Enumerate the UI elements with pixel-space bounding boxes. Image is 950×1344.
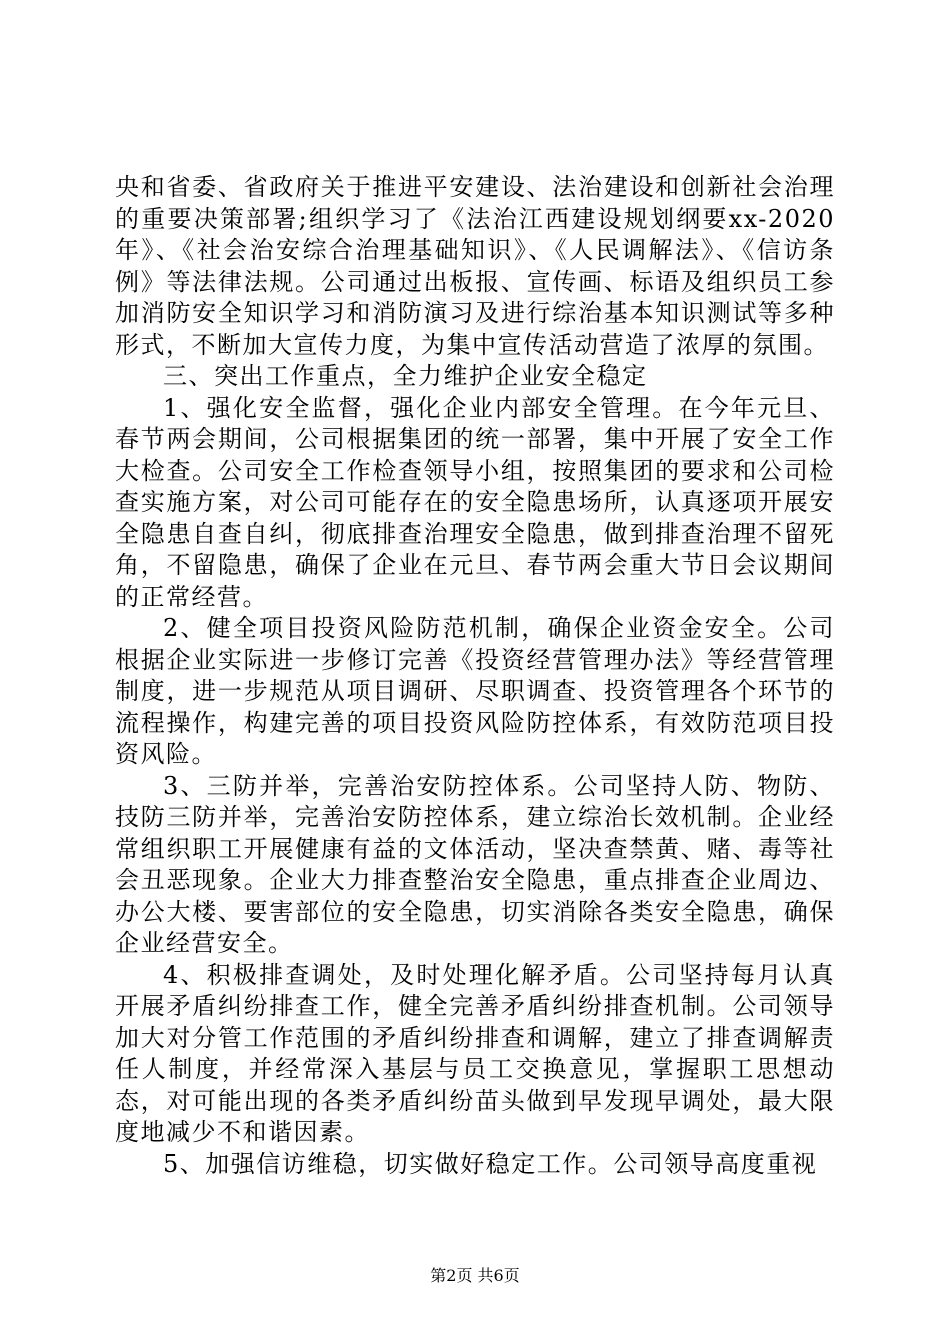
paragraph-item-1: 1、强化安全监督，强化企业内部安全管理。在今年元旦、春节两会期间，公司根据集团的统一部署，集中开展了安全工作大检查。公司安全工作检查领导小组，按照集团的要求和公司检查实施方案，对公司可能存在的安全隐患场所，认真逐项开展安全隐患自查自纠，彻底排查治理安全隐患，做到排查治理不留死角，不留隐患，确保了企业在元旦、春节两会重大节日会议期间的正常经营。 xyxy=(115,393,835,611)
paragraph-item-4: 4、积极排查调处，及时处理化解矛盾。公司坚持每月认真开展矛盾纠纷排查工作，健全完善矛盾纠纷排查机制。公司领导加大对分管工作范围的矛盾纠纷排查和调解，建立了排查调解责任人制度，并经常深入基层与员工交换意见，掌握职工思想动态，对可能出现的各类矛盾纠纷苗头做到早发现早调处，最大限度地减少不和谐因素。 xyxy=(115,960,835,1146)
paragraph-item-2: 2、健全项目投资风险防范机制，确保企业资金安全。公司根据企业实际进一步修订完善《投资经营管理办法》等经营管理制度，进一步规范从项目调研、尽职调查、投资管理各个环节的流程操作，构建完善的项目投资风险防控体系，有效防范项目投资风险。 xyxy=(115,614,835,768)
paragraph-item-3: 3、三防并举，完善治安防控体系。公司坚持人防、物防、技防三防并举，完善治安防控体系，建立综治长效机制。企业经常组织职工开展健康有益的文体活动，坚决查禁黄、赌、毒等社会丑恶现象。企业大力排查整治安全隐患，重点排查企业周边、办公大楼、要害部位的安全隐患，切实消除各类安全隐患，确保企业经营安全。 xyxy=(115,771,835,957)
paragraph-continuation: 央和省委、省政府关于推进平安建设、法治建设和创新社会治理的重要决策部署;组织学习了《法治江西建设规划纲要xx-2020年》、《社会治安综合治理基础知识》、《人民调解法》、《信访条例》等法律法规。公司通过出板报、宣传画、标语及组织员工参加消防安全知识学习和消防演习及进行综治基本知识测试等多种形式，不断加大宣传力度，为集中宣传活动营造了浓厚的氛围。 xyxy=(115,173,835,359)
document-body xyxy=(115,172,835,1180)
paragraph-item-5: 5、加强信访维稳，切实做好稳定工作。公司领导高度重视 xyxy=(163,1149,818,1178)
page-number-footer: 第2页 共6页 xyxy=(430,1266,520,1285)
section-heading: 三、突出工作重点，全力维护企业安全稳定 xyxy=(163,362,648,390)
